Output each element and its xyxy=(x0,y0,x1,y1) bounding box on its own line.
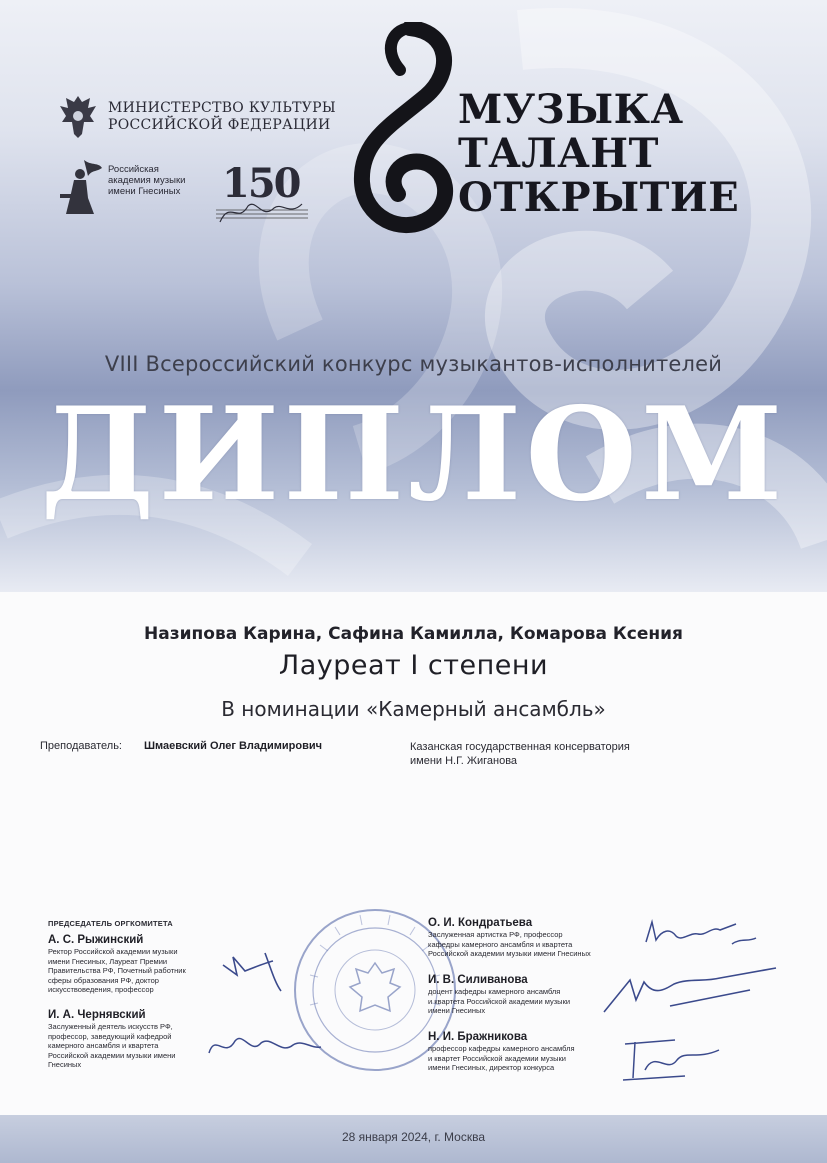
committee-member xyxy=(48,1009,175,1070)
signature-kondratyeva xyxy=(640,912,760,962)
member-description xyxy=(428,987,570,1016)
ministry-line-1: МИНИСТЕРСТВО КУЛЬТУРЫ xyxy=(108,100,336,116)
academy-line-1: Российская xyxy=(108,164,159,175)
anniversary-number: 150 xyxy=(222,160,300,207)
member-desc-line: камерного ансамбля и квартета xyxy=(48,1041,159,1050)
committee-member xyxy=(48,934,186,995)
member-name: Н. И. Бражникова xyxy=(428,1031,528,1043)
academy-line-2: академия музыки xyxy=(108,175,186,186)
signature-brazhnikova xyxy=(615,1030,725,1085)
anniversary-logo xyxy=(212,160,312,230)
committee-heading: ПРЕДСЕДАТЕЛЬ ОРГКОМИТЕТА xyxy=(48,919,173,928)
ministry-line-2: РОССИЙСКОЙ ФЕДЕРАЦИИ xyxy=(108,117,331,133)
committee-member xyxy=(428,917,591,959)
academy-name xyxy=(108,164,185,197)
member-description xyxy=(48,1022,175,1070)
member-desc-line: профессор, заведующий кафедрой xyxy=(48,1031,172,1041)
member-desc-line: Заслуженная артистка РФ, профессор xyxy=(428,930,563,939)
member-description xyxy=(48,947,186,995)
member-desc-line: Российской академии музыки имени xyxy=(48,1050,176,1060)
member-desc-line: Правительства РФ, Почетный работник xyxy=(48,966,186,975)
signature-ryzhinsky xyxy=(215,945,315,995)
committee-member xyxy=(428,1031,575,1073)
member-desc-line: сферы образования РФ, доктор xyxy=(48,975,159,985)
member-desc-line: Заслуженный деятель искусств РФ, xyxy=(48,1022,173,1031)
member-desc-line: искусствоведения, профессор xyxy=(48,985,154,994)
member-desc-line: и квартет Российской академии музыки xyxy=(428,1053,566,1063)
slogan-line-1: МУЗЫКА xyxy=(458,86,684,133)
member-desc-line: имени Гнесиных xyxy=(428,1006,486,1015)
diploma-heading: ДИПЛОМ xyxy=(40,380,787,530)
signature-staff-icon xyxy=(212,196,312,228)
institution xyxy=(410,740,630,768)
ministry-logo xyxy=(56,92,336,144)
slogan xyxy=(458,88,739,220)
member-desc-line: и квартета Российской академии музыки xyxy=(428,996,571,1006)
member-name: И. А. Чернявский xyxy=(48,1009,146,1021)
member-desc-line: профессор кафедры камерного ансамбля xyxy=(428,1044,575,1053)
signature-silivanova xyxy=(600,960,780,1020)
member-name: И. В. Силиванова xyxy=(428,974,528,986)
angel-pianist-icon xyxy=(58,158,104,216)
slogan-line-3: ОТКРЫТИЕ xyxy=(458,174,740,221)
committee-member xyxy=(428,974,570,1016)
academy-line-3: имени Гнесиных xyxy=(108,186,181,197)
institution-line-2: имени Н.Г. Жиганова xyxy=(410,755,518,767)
institution-line-1: Казанская государственная консерватория xyxy=(410,741,630,753)
slogan-line-2: ТАЛАНТ xyxy=(458,130,659,177)
nomination: В номинации «Камерный ансамбль» xyxy=(221,697,606,721)
treble-clef-icon xyxy=(350,22,460,244)
signature-chernyavsky xyxy=(205,1025,325,1065)
ministry-name xyxy=(108,100,336,134)
contest-title: VIII Всероссийский конкурс музыкантов-исполнителей xyxy=(104,352,723,376)
date-place: 28 января 2024, г. Москва xyxy=(341,1130,485,1144)
member-desc-line: Российской академии музыки имени Гнесиных xyxy=(428,949,591,958)
member-description xyxy=(428,930,591,959)
member-desc-line: кафедры камерного ансамбля и квартета xyxy=(428,939,573,949)
member-desc-line: доцент кафедры камерного ансамбля xyxy=(428,987,561,996)
member-desc-line: Гнесиных xyxy=(48,1060,82,1069)
member-name: А. С. Рыжинский xyxy=(48,934,144,946)
member-name: О. И. Кондратьева xyxy=(428,917,533,929)
double-headed-eagle-icon xyxy=(56,92,100,142)
teacher-label: Преподаватель: xyxy=(40,740,122,752)
teacher-name: Шмаевский Олег Владимирович xyxy=(144,740,323,752)
award-title: Лауреат I степени xyxy=(278,650,549,681)
member-desc-line: Ректор Российской академии музыки xyxy=(48,947,178,956)
awardee-names: Назипова Карина, Сафина Камилла, Комарова Ксения xyxy=(144,624,683,644)
member-desc-line: имени Гнесиных, Лауреат Премии xyxy=(48,956,168,966)
member-desc-line: имени Гнесиных, директор конкурса xyxy=(428,1063,555,1072)
member-description xyxy=(428,1044,575,1073)
